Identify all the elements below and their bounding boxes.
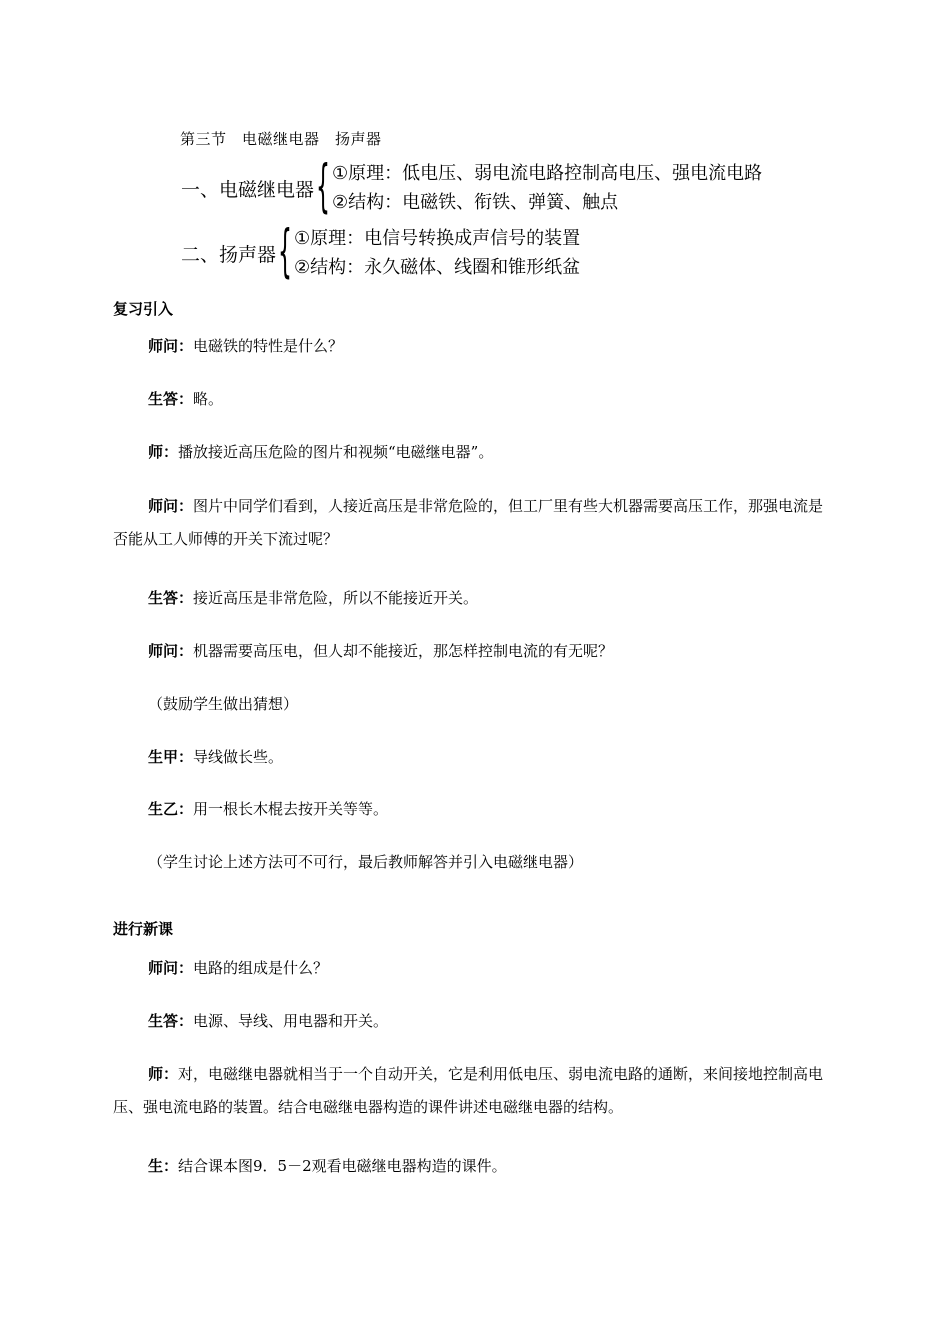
paragraph [113, 1150, 838, 1183]
speaker-label: 师问： [148, 337, 194, 355]
paragraph-text: 结合课本图9．5－2观看电磁继电器构造的课件。 [178, 1157, 507, 1175]
outline-speaker-structure: ②结构：永久磁体、线圈和锥形纸盆 [294, 257, 581, 278]
speaker-label: 师： [148, 1065, 179, 1083]
outline-speaker [181, 220, 581, 286]
brace-icon: { [316, 155, 331, 221]
paragraph [113, 635, 838, 668]
section-heading-new: 进行新课 [113, 920, 174, 938]
outline-relay-heading: 一、电磁继电器 [181, 178, 315, 201]
paragraph [113, 741, 838, 774]
paragraph [113, 846, 838, 879]
paragraph-text: （学生讨论上述方法可不可行，最后教师解答并引入电磁继电器） [148, 853, 584, 871]
paragraph [113, 383, 838, 416]
paragraph-text: 导线做长些。 [193, 748, 284, 766]
paragraph-text: 接近高压是非常危险，所以不能接近开关。 [193, 589, 479, 607]
paragraph-text: 电源、导线、用电器和开关。 [193, 1012, 389, 1030]
speaker-label: 师问： [148, 959, 194, 977]
outline-relay [181, 155, 763, 221]
speaker-label: 师问： [148, 642, 194, 660]
paragraph-text: 用一根长木棍去按开关等等。 [193, 800, 389, 818]
paragraph-text: 电磁铁的特性是什么？ [193, 337, 344, 355]
speaker-label: 生： [148, 1157, 179, 1175]
paragraph [113, 1058, 838, 1124]
paragraph [113, 793, 838, 826]
paragraph-text: 图片中同学们看到，人接近高压是非常危险的，但工厂里有些大机器需要高压工作，那强电流是否能从工人师傅的开关下流过呢？ [113, 497, 824, 548]
paragraph-text: 对，电磁继电器就相当于一个自动开关，它是利用低电压、弱电流电路的通断，来间接地控制高电压、强电流电路的装置。结合电磁继电器构造的课件讲述电磁继电器的结构。 [113, 1065, 824, 1116]
speaker-label: 生甲： [148, 748, 194, 766]
paragraph [113, 436, 838, 469]
outline-speaker-principle: ①原理：电信号转换成声信号的装置 [294, 228, 581, 249]
paragraph-text: 电路的组成是什么？ [193, 959, 329, 977]
speaker-label: 师： [148, 443, 179, 461]
paragraph-text: （鼓励学生做出猜想） [148, 695, 299, 713]
section-title: 第三节 电磁继电器 扬声器 [180, 130, 382, 148]
speaker-label: 生答： [148, 589, 194, 607]
outline-speaker-items [294, 224, 580, 282]
outline-relay-structure: ②结构：电磁铁、衔铁、弹簧、触点 [332, 192, 619, 213]
paragraph-text: 略。 [193, 390, 224, 408]
paragraph [113, 688, 838, 721]
speaker-label: 生答： [148, 1012, 194, 1030]
paragraph [113, 952, 838, 985]
paragraph [113, 1005, 838, 1038]
paragraph [113, 582, 838, 615]
section-heading-review: 复习引入 [113, 300, 174, 318]
paragraph-text: 机器需要高压电，但人却不能接近，那怎样控制电流的有无呢？ [193, 642, 614, 660]
speaker-label: 师问： [148, 497, 194, 515]
paragraph-text: 播放接近高压危险的图片和视频“电磁继电器”。 [178, 443, 494, 461]
outline-relay-items [332, 159, 762, 217]
outline-speaker-heading: 二、扬声器 [181, 243, 277, 266]
paragraph [113, 490, 838, 556]
outline-relay-principle: ①原理：低电压、弱电流电路控制高电压、强电流电路 [332, 163, 763, 184]
speaker-label: 生答： [148, 390, 194, 408]
speaker-label: 生乙： [148, 800, 194, 818]
paragraph [113, 330, 838, 363]
brace-icon: { [278, 220, 293, 286]
